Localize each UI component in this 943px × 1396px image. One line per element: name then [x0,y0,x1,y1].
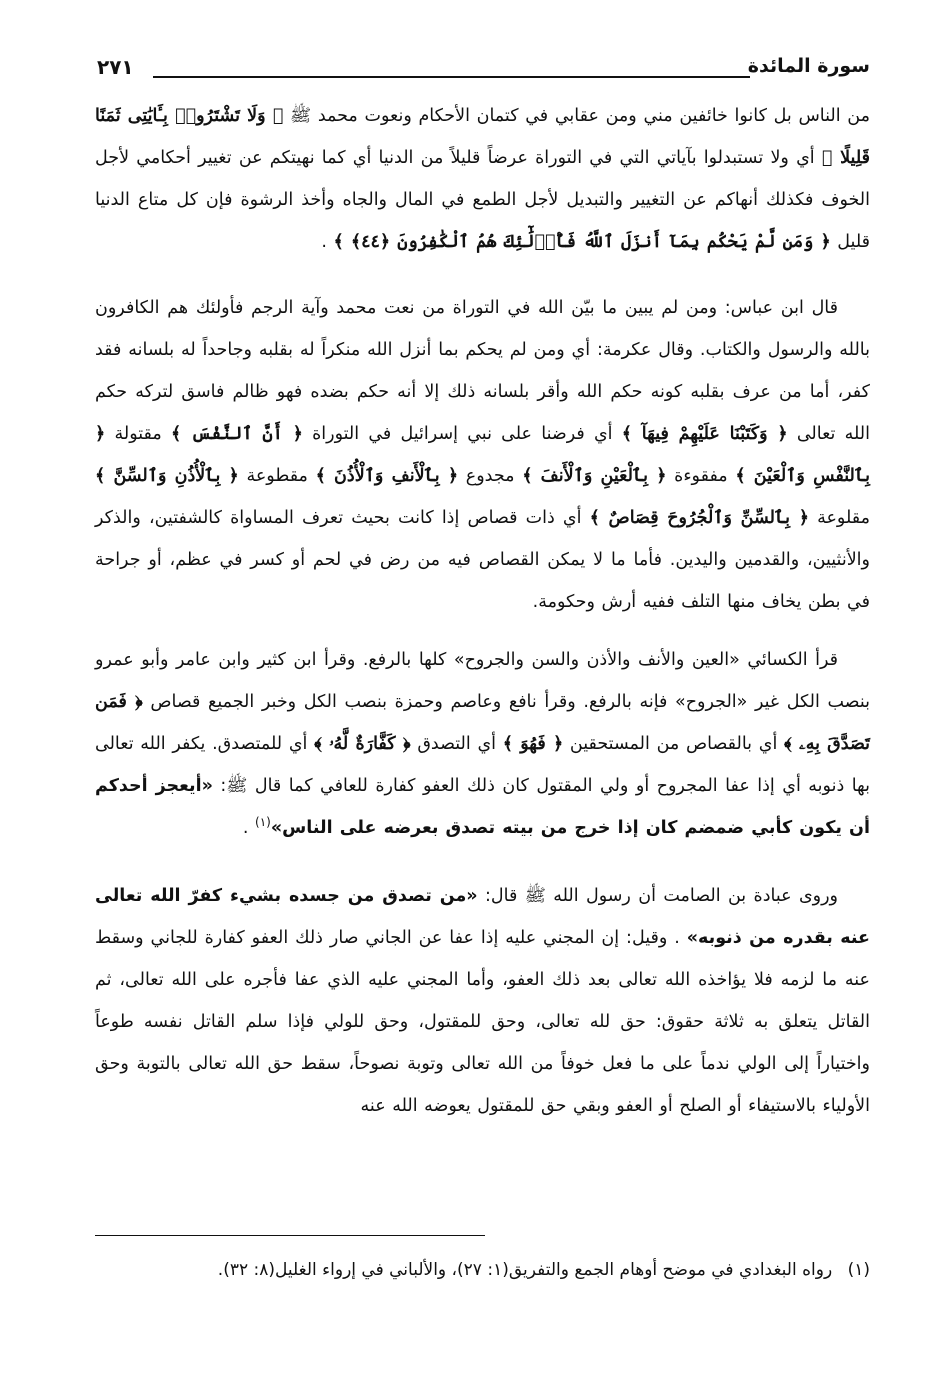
quran-verse: ﴿ بِٱلْأُذُنِ وَٱلسِّنَّ ﴾ [95,466,239,486]
paragraph-4 [95,875,870,1127]
footnote-reference[interactable]: (١) [255,815,271,830]
text-run: أي التصدق [410,734,497,754]
quran-verse: ﴿ وَلَا تَشْتَرُوا۟ بِـَٔايَٰتِى ثَمَنًا قَلِيلًا ﴾ [95,106,870,168]
paragraph-3 [95,639,870,849]
quran-verse: ﴿ بِٱلنَّفْسِ وَٱلْعَيْنَ ﴾ [95,424,870,486]
text-run: قال ابن عباس: ومن لم يبين ما بيّن الله في التوراة من نعت محمد وآية الرجم فأولئك هم الكافرون بالله والرسول والكتاب. وقال عكرمة: أي ومن لم يحكم بما أنزل الله منكراً له بقلبه وجاحداً له بلسانه فقد كفر، أما من عرف بقلبه كونه حكم الله وأقر بلسانه ذلك إلا أنه حكم بضده فهو ظالم فاسق لتركه حكم الله تعالى [95,298,870,444]
text-run: مفقوءة [666,466,728,486]
text-run: . وقيل: إن المجني عليه إذا عفا عن الجاني صار ذلك العفو كفارة للجاني وسقط عنه ما لزمه فلا يؤاخذه الله تعالى بعد ذلك العفو، وأما المجني عليه الذي عفا فأجره على الله تعالى، ثم القاتل يتعلق به ثلاثة حقوق: حق لله تعالى، وحق للمقتول، وحق للولي فإذا سلم القاتل نفسه طوعاً واختياراً إلى الولي ندماً على ما فعل خوفاً من الله تعالى وتوبة نصوحاً، سقط حق الله تعالى بالتوبة وحق الأولياء بالاستيفاء أو الصلح أو العفو وبقي حق للمقتول يعوضه الله عنه [95,928,870,1116]
text-run: . [242,818,249,838]
hadith-quote: «أيعجز أحدكم أن يكون كأبي ضمضم كان إذا خرج من بيته تصدق بعرضه على الناس» [95,776,870,838]
hadith-quote: «من تصدق من جسده بشيء كفرّ الله تعالى عنه بقدره من ذنوبه» [95,886,871,948]
quran-verse: ﴿ وَمَن لَّمْ يَحْكُم بِمَآ أَنزَلَ ٱللَّهُ فَأُو۟لَٰٓئِكَ هُمُ ٱلْكَٰفِرُونَ ﴿٤٤﴾ ﴾ [333,232,831,252]
text-run: أي بالقصاص من المستحقين [563,734,778,754]
header-rule [153,76,750,78]
quran-verse: ﴿ بِٱلْأَنفِ وَٱلْأُذُنَ ﴾ [315,466,459,486]
text-run: من الناس بل كانوا خائفين مني ومن عقابي في كتمان الأحكام ونعوت محمد ﷺ [283,106,870,126]
paragraph-1 [95,95,870,263]
text-run: مقلوعة [808,508,870,528]
paragraph-2 [95,287,870,623]
text-run: أي للمتصدق. يكفر الله تعالى بها ذنوبه أي إذا عفا المجروح أو ولي المقتول كان ذلك العفو كفارة للعافي كما قال ﷺ: [95,734,870,796]
surah-title: سورة المائدة [747,55,870,77]
quran-verse: ﴿ فَهُوَ ﴾ [502,734,564,754]
footnote-separator [95,1235,485,1236]
quran-verse: ﴿ كَفَّارَةٌ لَّهُۥ ﴾ [314,734,411,754]
footnote [95,1251,870,1289]
text-run: أي ذات قصاص إذا كانت بحيث تعرف المساواة كالشفتين، والذكر والأنثيين، والقدمين واليدين. فأما ما لا يمكن القصاص فيه من رض في لحم أو كسر في عظم، أو جراحة في بطن يخاف منها التلف ففيه أرش وحكومة. [95,508,870,612]
text-run: مجدوع [458,466,515,486]
quran-verse: ﴿ بِٱلْعَيْنِ وَٱلْأَنفَ ﴾ [522,466,667,486]
text-run: قرأ الكسائي «العين والأنف والأذن والسن والجروح» كلها بالرفع. وقرأ ابن كثير وابن عامر وأبو عمرو بنصب الكل غير «الجروح» فإنه بالرفع. وقرأ نافع وعاصم وحمزة بنصب الكل وخبر الجميع قصاص [95,650,870,712]
text-run: وروى عبادة بن الصامت أن رسول الله ﷺ قال: [477,886,839,906]
footnote-text: رواه البغدادي في موضح أوهام الجمع والتفريق(١: ٢٧)، والألباني في إرواء الغليل(٨: ٣٢). [217,1260,833,1280]
text-run: أي فرضنا على نبي إسرائيل في التوراة [302,424,613,444]
book-page [95,55,871,1280]
footnote-marker: (١) [847,1260,870,1280]
page-number: ٢٧١ [97,55,134,79]
text-run: مقطوعة [238,466,308,486]
quran-verse: ﴿ أَنَّ ٱلنَّفْسَ ﴾ [171,424,303,444]
text-run: مقتولة [105,424,162,444]
quran-verse: ﴿ فَمَن تَصَدَّقَ بِهِۦ ﴾ [95,692,870,754]
running-header [95,55,870,91]
quran-verse: ﴿ وَكَتَبْنَا عَلَيْهِمْ فِيهَآ ﴾ [621,424,788,444]
text-run: أي ولا تستبدلوا بآياتي التي في التوراة عرضاً قليلاً من الدنيا أي كما نهيتكم عن تغيير أحكامي لأجل الخوف فكذلك أنهاكم عن التغيير والتبديل لأجل الطمع في المال والجاه وأخذ الرشوة فإن كل متاع الدنيا قليل [95,148,870,252]
text-run: . [321,232,327,252]
quran-verse: ﴿ بِٱلسِّنِّ وَٱلْجُرُوحَ قِصَاصٌ ﴾ [589,508,809,528]
